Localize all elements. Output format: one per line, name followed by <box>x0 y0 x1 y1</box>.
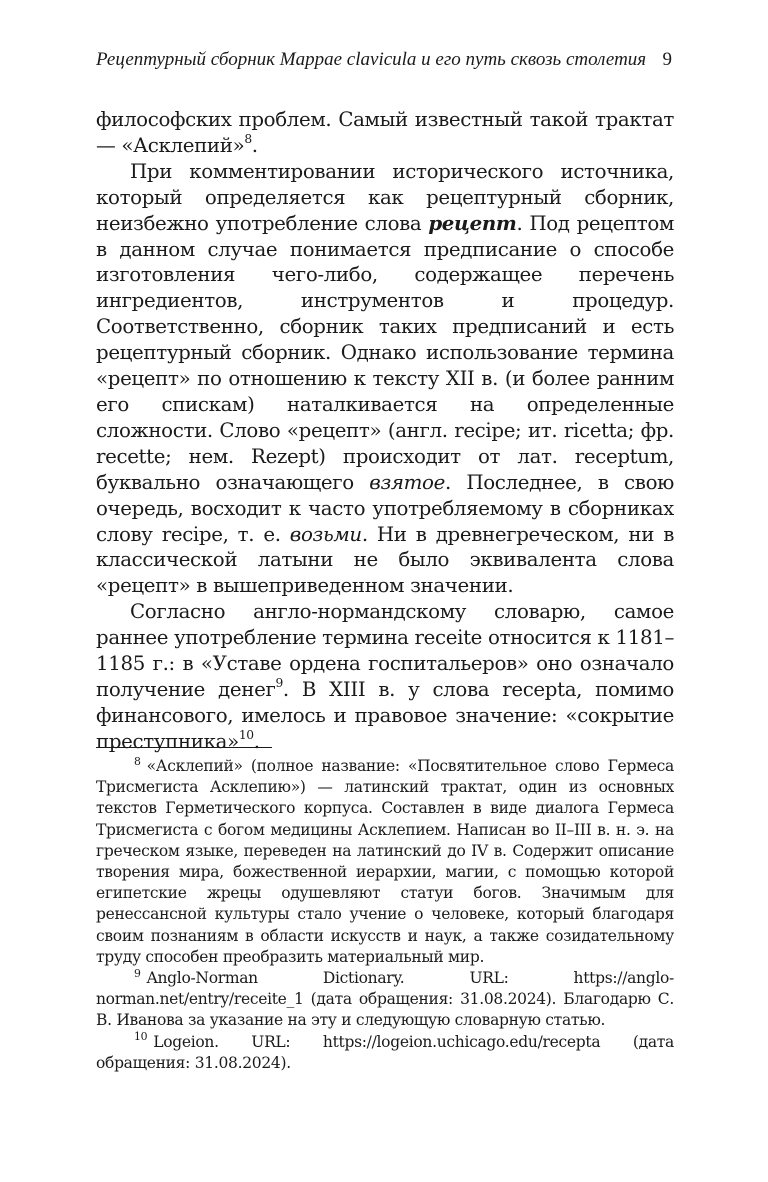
running-header <box>96 48 672 72</box>
footnote-ref-10[interactable]: 10 <box>238 727 254 742</box>
footnote-mark: 10 <box>134 1030 148 1044</box>
paragraph-2-text-a: При комментировании исторического источника, который определяется как рецептурный сборник, неизбежно употребление слова <box>96 159 674 235</box>
footnote-8 <box>96 756 674 968</box>
footnote-mark: 9 <box>134 966 141 980</box>
paragraph-1-text: философских проблем. Самый известный такой трактат — «Асклепий» <box>96 108 674 157</box>
footnote-ref-9[interactable]: 9 <box>275 675 283 690</box>
page-number: 9 <box>662 49 672 70</box>
paragraph-2-text-b: . Под рецептом в данном случае понимается предписание о способе изготовления чего-либо, содержащее перечень ингредиентов, инструментов и процедур. Соответственно, сборник таких предписаний и есть рецептурный сборник. Однако использование термина «рецепт» по отношению к тексту XII в. (и более ранним его спискам) наталкивается на определенные сложности. Слово «рецепт» (англ. recipe; ит. ricetta; фр. recette; нем. Rezept) происходит от лат. receptum, буквально означающего <box>96 211 674 494</box>
paragraph-1-tail: . <box>251 133 258 157</box>
footnote-9 <box>96 968 674 1032</box>
footnote-mark: 8 <box>134 754 141 768</box>
paragraph-3-text-b: . В XIII в. у слова recepta, помимо финансового, имелось и правовое значение: «сокрытие преступника» <box>96 677 674 753</box>
footnote-ref-8[interactable]: 8 <box>244 131 252 146</box>
footnote-10 <box>96 1032 674 1074</box>
paragraph-3 <box>96 599 674 754</box>
paragraph-2-text-d: . Ни в древнегреческом, ни в классической латыни не было эквивалента слова «рецепт» в вышеприведенном значении. <box>96 522 674 598</box>
main-text <box>96 107 674 755</box>
footnotes <box>96 756 674 1074</box>
running-title: Рецептурный сборник Mappae clavicula и его путь сквозь столетия <box>96 49 647 70</box>
term-take: возьми <box>289 522 362 546</box>
paragraph-3-text-a: Согласно англо-нормандскому словарю, самое раннее употребление термина receite относится к 1181–1185 г.: в «Уставе ордена госпитальеров» оно означало получение денег <box>96 600 674 701</box>
footnote-separator <box>96 747 272 748</box>
term-recept: рецепт <box>428 210 517 235</box>
footnote-text: «Асклепий» (полное название: «Посвятительное слово Гермеса Трисмегиста Асклепию») — латинский трактат, один из основных текстов Герметического корпуса. Составлен в виде диалога Гермеса Трисмегиста с богом медицины Асклепием. Написан во II–III в. н. э. на греческом языке, переведен на латинский до IV в. Содержит описание творения мира, божественной иерархии, магии, с помощью которой египетские жрецы одушевляют статуи богов. Значимым для ренессансной культуры стало учение о человеке, который благодаря своим познаниям в области искусств и наук, а также созидательному труду способен преобразить материальный мир. <box>96 757 674 966</box>
paragraph-2-text-c: . Последнее, в свою очередь, восходит к часто употребляемому в сборниках слову recipe, т. е. <box>96 470 675 546</box>
paragraph-2 <box>96 159 674 599</box>
paragraph-3-text-c: . <box>253 729 260 753</box>
paragraph-1 <box>96 107 674 159</box>
footnote-text: Logeion. URL: https://logeion.uchicago.edu/recepta (дата обращения: 31.08.2024). <box>96 1032 674 1072</box>
footnote-text: Anglo-Norman Dictionary. URL: https://anglo-norman.net/entry/receite_1 (дата обращения: 31.08.2024). Благодарю С. В. Иванова за указание на эту и следующую словарную статью. <box>96 969 674 1030</box>
term-taken: взятое <box>369 470 445 494</box>
